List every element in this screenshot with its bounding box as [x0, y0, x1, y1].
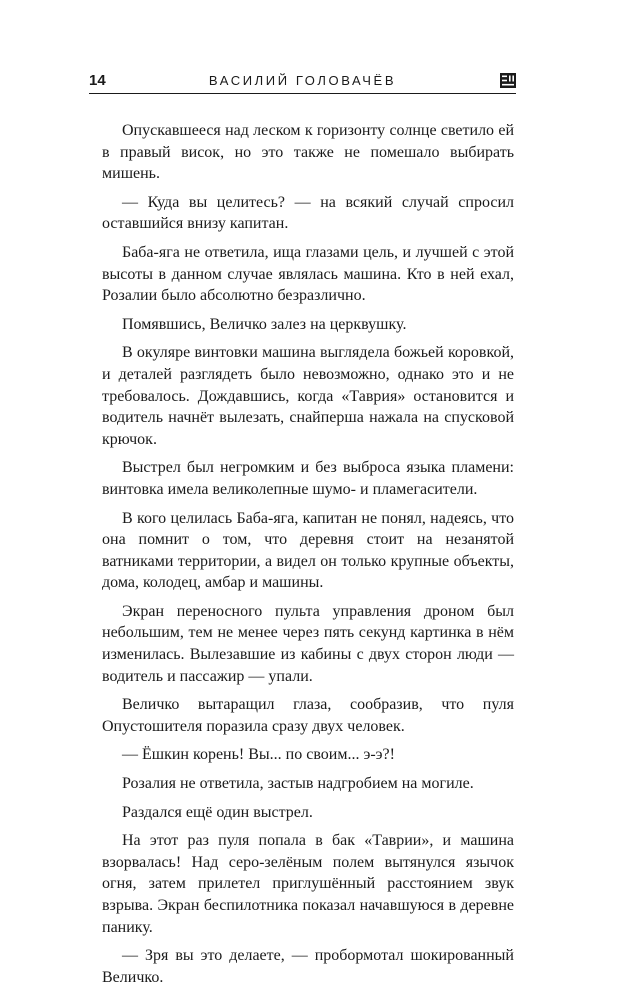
- body-text: [102, 120, 514, 995]
- paragraph: — Ёшкин корень! Вы... по своим... э-э?!: [122, 746, 395, 764]
- page-header: [89, 72, 516, 94]
- paragraph: Экран переносного пульта управления дроном был небольшим, тем не менее через пять секунд картинка в нём изменилась. Вылезавшие из кабины с двух сторон люди — водитель и пассажир — упали.: [102, 602, 514, 685]
- running-head: ВАСИЛИЙ ГОЛОВАЧЁВ: [208, 73, 397, 88]
- page-number: 14: [89, 72, 106, 89]
- paragraph: Розалия не ответила, застыв надгробием на могиле.: [122, 775, 474, 793]
- paragraph: На этот раз пуля попала в бак «Таврии», и машина взорвалась! Над серо-зелёным полем вытянулся язычок огня, затем прилетел приглушённый расстоянием звук взрыва. Экран беспилотника показал начавшуюся в деревне панику.: [102, 832, 514, 936]
- paragraph: Выстрел был негромким и без выброса языка пламени: винтовка имела великолепные шумо- и пламегасители.: [102, 459, 514, 498]
- paragraph: Опускавшееся над леском к горизонту солнце светило ей в правый висок, но это также не помешало выбирать мишень.: [102, 122, 514, 183]
- paragraph: — Куда вы целитесь? — на всякий случай спросил оставшийся внизу капитан.: [102, 193, 514, 233]
- paragraph: Баба-яга не ответила, ища глазами цель, и лучшей с этой высоты в данном случае являлась машина. Кто в ней ехал, Розалии было абсолютно безразлично.: [102, 243, 514, 305]
- publisher-logo-icon: [500, 73, 516, 88]
- paragraph: — Зря вы это делаете, — пробормотал шокированный Величко.: [102, 947, 514, 986]
- paragraph: В окуляре винтовки машина выглядела божьей коровкой, и деталей разглядеть было невозможно, однако это и не требовалось. Дождавшись, когда «Таврия» остановится и водитель начнёт вылезать, снайперша нажала на спусковой крючок.: [102, 344, 514, 448]
- header-rule: [89, 93, 516, 94]
- paragraph: В кого целилась Баба-яга, капитан не понял, надеясь, что она помнит о том, что деревня стоит на незанятой ватниками территории, а видел он только крупные объекты, дома, колодец, амбар и машины.: [102, 509, 514, 592]
- paragraph: Помявшись, Величко залез на церквушку.: [122, 315, 407, 333]
- paragraph: Величко вытаращил глаза, сообразив, что пуля Опустошителя поразила сразу двух человек.: [102, 696, 514, 735]
- paragraph: Раздался ещё один выстрел.: [122, 803, 313, 821]
